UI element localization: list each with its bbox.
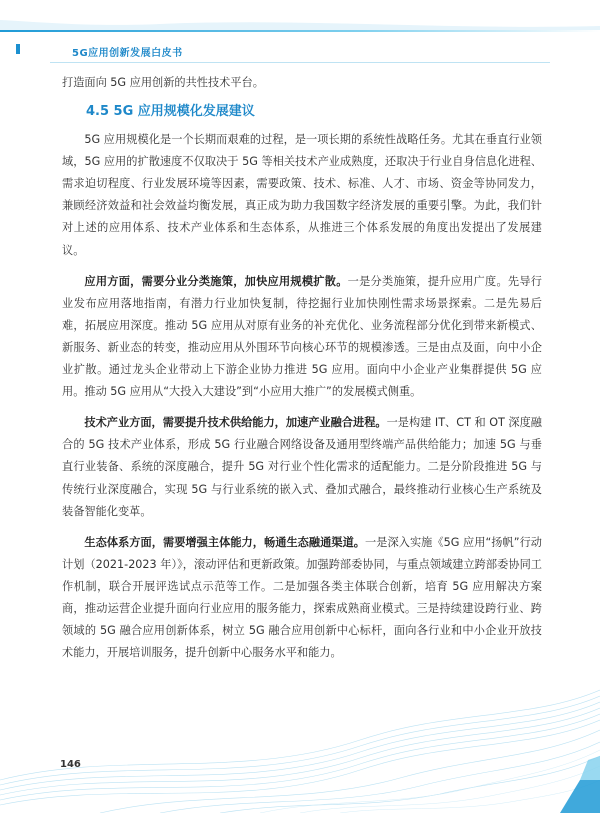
footer-wave-decoration <box>0 630 600 813</box>
paragraph-body: 一是分类施策，提升应用广度。先导行业发布应用落地指南，有潜力行业加快复制，待挖掘行业加快刚性需求场景探索。二是先易后难，拓展应用深度。推动 5G 应用从对原有业务的补充优化、业务流程部分优化到带来新模式、新服务、新业态的转变，推动应用从外围环节向核心环节的规模渗透。三是由点及面，向中小企业扩散。通过龙头企业带动上下游企业协力推进 5G 应用。面向中小企业产业集群提供 5G 应用。推动 5G 应用从“大投入大建设”到“小应用大推广”的发展模式侧重。 <box>62 274 542 399</box>
section-heading: 4.5 5G 应用规模化发展建议 <box>86 104 255 120</box>
paragraph-lead: 生态体系方面，需要增强主体能力，畅通生态融通渠道。 <box>84 535 366 549</box>
page-content <box>62 72 542 673</box>
paragraph-lead: 应用方面，需要分业分类施策，加快应用规模扩散。 <box>84 274 348 288</box>
header-stripe <box>0 30 600 32</box>
header-divider <box>50 62 550 63</box>
paragraph-lead: 技术产业方面，需要提升技术供给能力，加速产业融合进程。 <box>84 416 387 430</box>
intro-line: 打造面向 5G 应用创新的共性技术平台。 <box>62 76 264 89</box>
paragraph-application <box>62 271 542 404</box>
paragraph-body: 一是构建 IT、CT 和 OT 深度融合的 5G 技术产业体系，形成 5G 行业融合网络设备及通用型终端产品供给能力；加速 5G 与垂直行业装备、系统的深度融合，提升 5G 对行业个性化需求的适配能力。二是分阶段推进 5G 与传统行业深度融合，实现 5G 与行业系统的嵌入式、叠加式融合，最终推动行业核心生产系统及装备智能化变革。 <box>62 416 542 518</box>
paragraph-body: 5G 应用规模化是一个长期而艰难的过程，是一项长期的系统性战略任务。尤其在垂直行业领域，5G 应用的扩散速度不仅取决于 5G 等相关技术产业成熟度，还取决于行业自身信息化进程、需求迫切程度、行业发展环境等因素，需要政策、技术、标准、人才、市场、资金等协同发力，兼顾经济效益和社会效益均衡发展，真正成为助力我国数字经济发展的重要引擎。为此，我们针对上述的应用体系、技术产业体系和生态体系，从推进三个体系发展的角度出发提出了发展建议。 <box>62 133 542 257</box>
header-accent-mark <box>16 44 20 54</box>
paragraph-overview <box>62 129 542 262</box>
document-title: 5G应用创新发展白皮书 <box>72 48 183 59</box>
header-wave-graphic <box>0 0 600 30</box>
paragraph-technology-industry <box>62 412 542 522</box>
page-number: 146 <box>60 759 81 770</box>
paragraph-body: 一是深入实施《5G 应用“扬帆”行动计划（2021-2023 年）》，滚动评估和更新政策。加强跨部委协同，与重点领域建立跨部委协同工作机制，联合开展评选试点示范等工作。二是加强各类主体联合创新，培育 5G 应用解决方案商，推动运营企业提升面向行业应用的服务能力，探索成熟商业模式。三是持续建设跨行业、跨领域的 5G 融合应用创新体系，树立 5G 融合应用创新中心标杆，面向各行业和中小企业开放技术能力，开展培训服务，提升创新中心服务水平和能力。 <box>62 535 542 660</box>
header-bar <box>0 0 600 30</box>
